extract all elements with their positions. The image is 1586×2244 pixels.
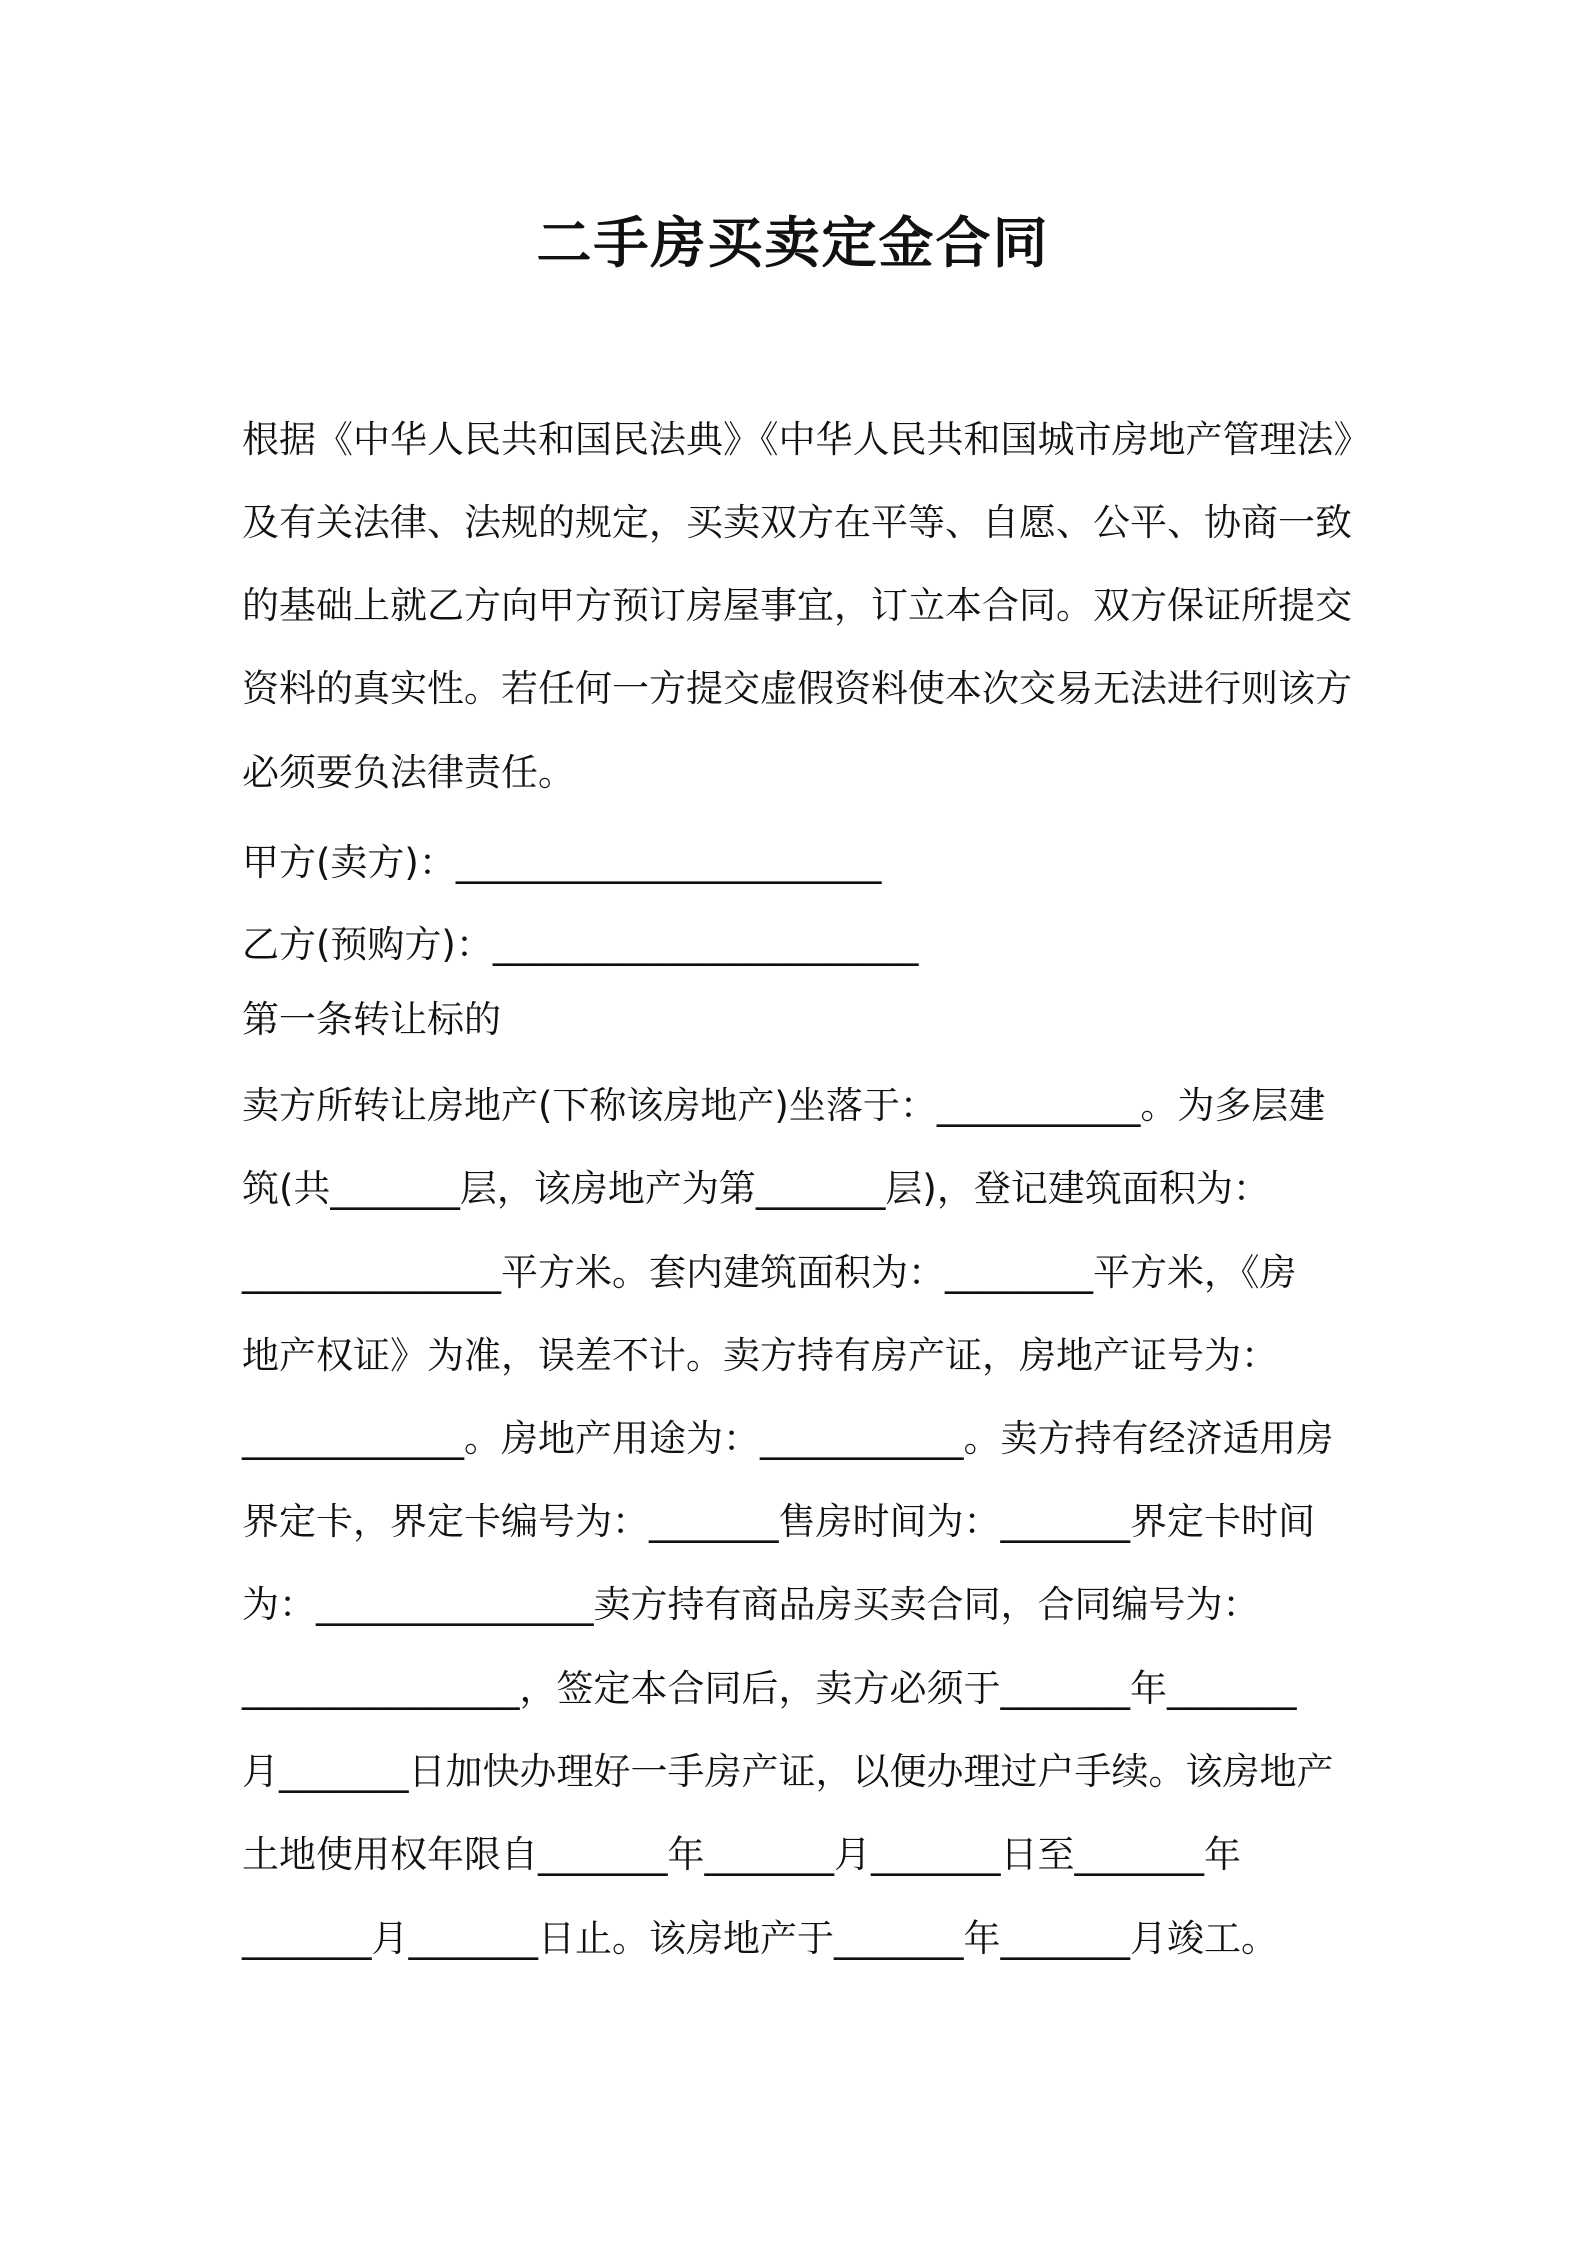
document-title: 二手房买卖定金合同 — [536, 211, 1050, 275]
article-line-8: _______________，签定本合同后，卖方必须于_______年_______ — [242, 1667, 1297, 1710]
article-line-9: 月_______日加快办理好一手房产证，以便办理过户手续。该房地产 — [242, 1750, 1334, 1793]
article-line-10: 土地使用权年限自_______年_______月_______日至_______年 — [242, 1833, 1241, 1876]
article-heading: 第一条转让标的 — [242, 998, 501, 1041]
article-line-4: 地产权证》为准，误差不计。卖方持有房产证，房地产证号为： — [242, 1334, 1278, 1377]
article-line-6: 界定卡，界定卡编号为：_______售房时间为：_______界定卡时间 — [242, 1500, 1315, 1543]
body-line-preamble-2: 及有关法律、法规的规定，买卖双方在平等、自愿、公平、协商一致 — [242, 501, 1352, 544]
article-line-7: 为：_______________卖方持有商品房买卖合同，合同编号为： — [242, 1583, 1260, 1626]
body-line-preamble-1: 根据《中华人民共和国民法典》《中华人民共和国城市房地产管理法》 — [242, 418, 1371, 461]
article-line-5: ____________。房地产用途为：___________。卖方持有经济适用房 — [242, 1417, 1334, 1460]
body-line-preamble-5: 必须要负法律责任。 — [242, 751, 575, 794]
party-b-line: 乙方(预购方)：_______________________ — [242, 923, 919, 966]
body-line-preamble-4: 资料的真实性。若任何一方提交虚假资料使本次交易无法进行则该方 — [242, 667, 1352, 710]
article-line-11: _______月_______日止。该房地产于_______年_______月竣工。 — [242, 1917, 1278, 1960]
article-line-1: 卖方所转让房地产(下称该房地产)坐落于：___________。为多层建 — [242, 1084, 1326, 1127]
body-line-preamble-3: 的基础上就乙方向甲方预订房屋事宜，订立本合同。双方保证所提交 — [242, 584, 1352, 627]
party-a-line: 甲方(卖方)：_______________________ — [242, 841, 882, 884]
article-line-2: 筑(共_______层，该房地产为第_______层)，登记建筑面积为： — [242, 1167, 1270, 1210]
article-line-3: ______________平方米。套内建筑面积为：________平方米，《房 — [242, 1251, 1297, 1294]
